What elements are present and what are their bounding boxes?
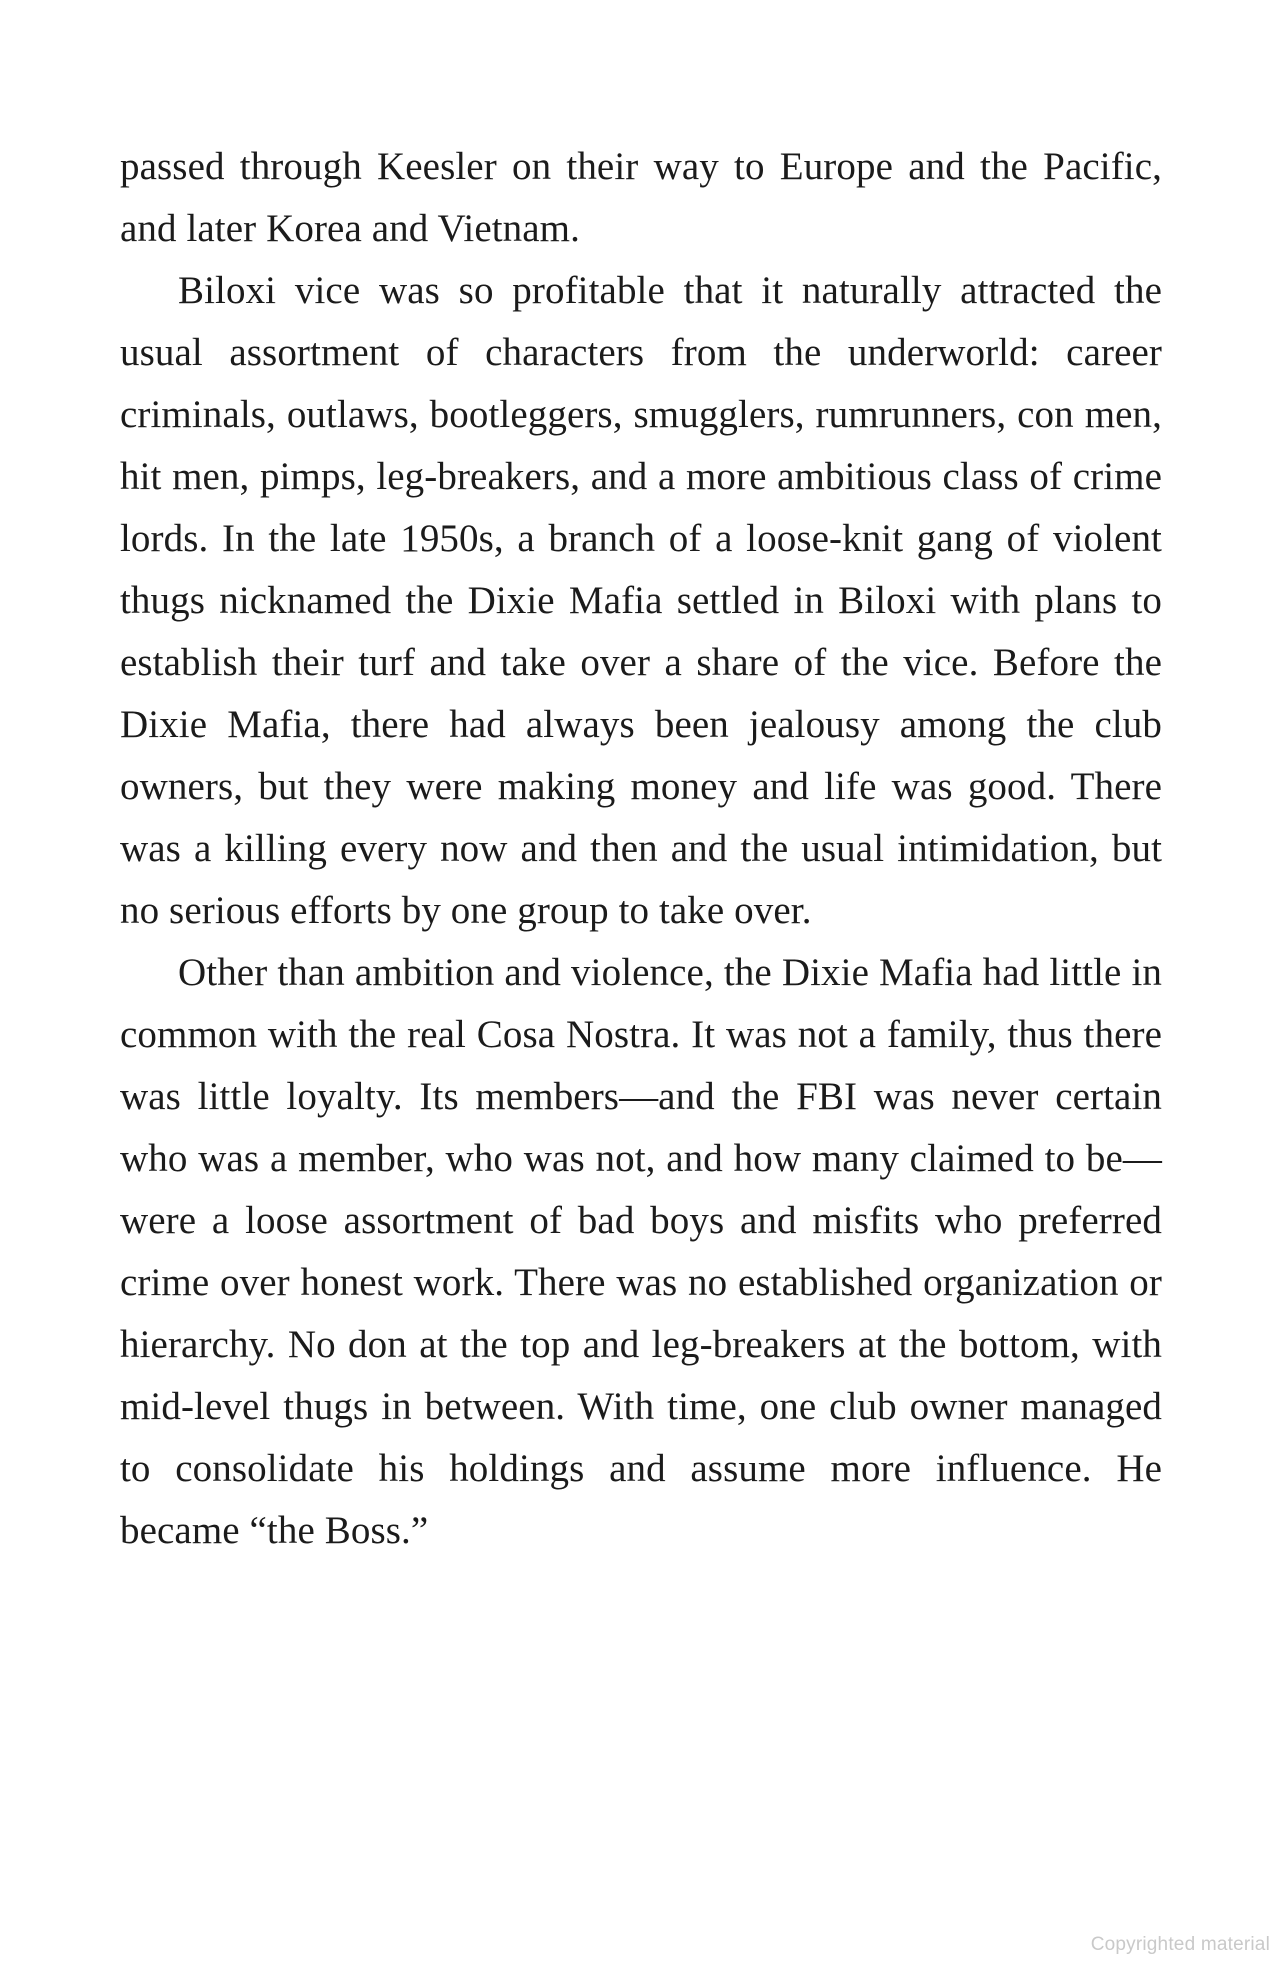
paragraph: Biloxi vice was so profitable that it naturally attracted the usual assortment of characters from the underworld: career criminals, outlaws, bootleggers, smugglers, rumrunners, con men, hit men, pimps, leg-breakers, and a more ambitious class of crime lords. In the late 1950s, a branch of a loose-knit gang of violent thugs nicknamed the Dixie Mafia settled in Biloxi with plans to establish their turf and take over a share of the vice. Before the Dixie Mafia, there had always been jealousy among the club owners, but they were making money and life was good. There was a killing every now and then and the usual intimidation, but no serious efforts by one group to take over. [120, 269, 1162, 932]
paragraph-continued: passed through Keesler on their way to Europe and the Pacific, and later Korea and Vietnam. [120, 145, 1162, 250]
copyright-watermark: Copyrighted material [1090, 1934, 1270, 1955]
paragraph: Other than ambition and violence, the Dixie Mafia had little in common with the real Cosa Nostra. It was not a family, thus there was little loyalty. Its members—and the FBI was never certain who was a member, who was not, and how many claimed to be—were a loose assortment of bad boys and misfits who preferred crime over honest work. There was no established organization or hierarchy. No don at the top and leg-breakers at the bottom, with mid-level thugs in between. With time, one club owner managed to consolidate his holdings and assume more influence. He became “the Boss.” [120, 951, 1162, 1552]
text-block [120, 136, 1162, 1562]
